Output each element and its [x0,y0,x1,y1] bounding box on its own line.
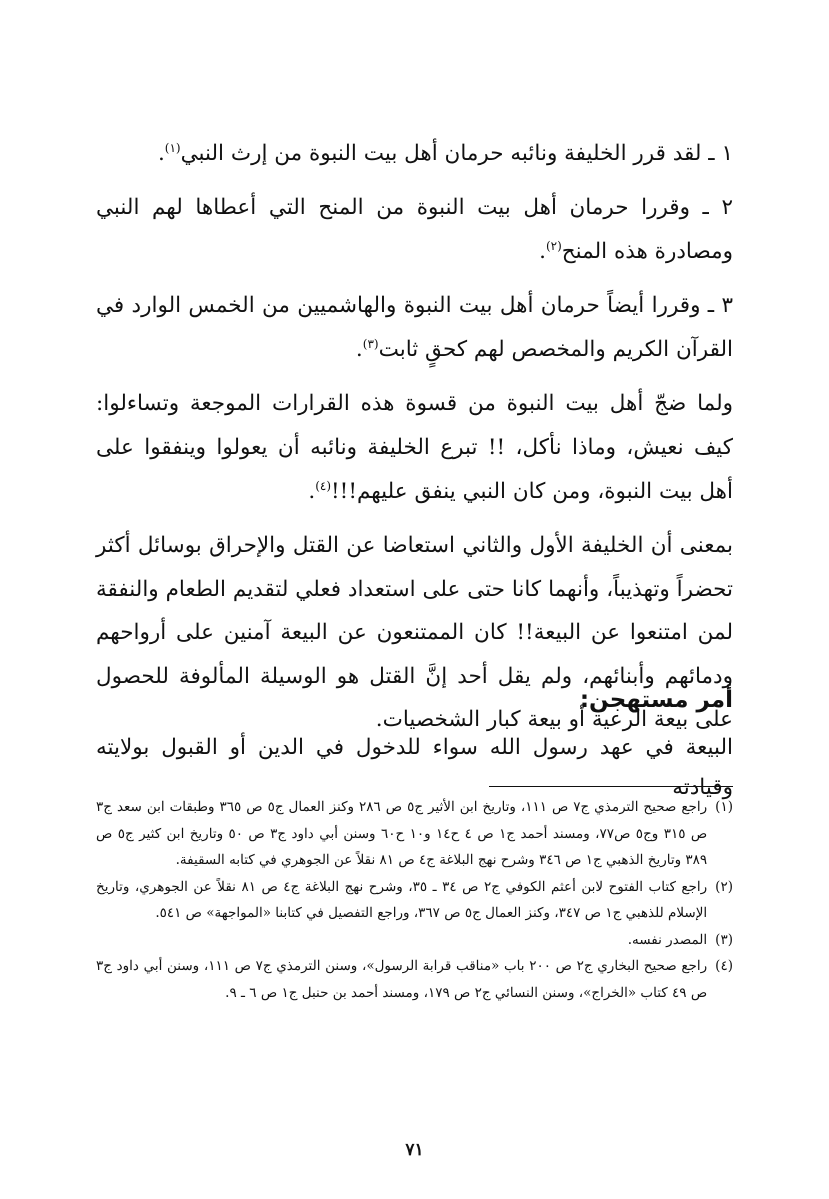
footnote-2 [96,874,733,927]
footnote-number: (٢) [715,878,733,895]
main-text [96,132,733,752]
paragraph-1: ١ ـ لقد قرر الخليفة ونائبه حرمان أهل بيت النبوة من إرث النبي$^{(١)}$. [157,140,733,166]
footnote-ref-1: (١) [164,140,181,155]
footnote-text: راجع صحيح الترمذي ج٧ ص ١١١، وتاريخ ابن الأثير ج٥ ص ٢٨٦ وكنز العمال ج٥ ص ٣٦٥ وطبقات ابن سعد ج٣ ص ٣١٥ وج٥ ص٧٧، ومسند أحمد ج١ ص ٤ ح١٤ و١٠ ح٦٠ وسنن أبي داود ج٣ ص ٥٠ وتاريخ ابن كثير ج٥ ص ٣٨٩ وتاريخ الذهبي ج١ ص ٣٤٦ وشرح نهج البلاغة ج٤ ص ٨١ نقلاً عن الجوهري في كتابه السقيفة. [96,799,708,868]
page-number: ٧١ [405,1140,424,1160]
section-heading: أمر مستهجن: [579,687,733,713]
footnote-1 [96,794,733,874]
footnote-number: (٣) [715,931,733,948]
paragraph-6: البيعة في عهد رسول الله سواء للدخول في الدين أو القبول بولايته وقيادته [96,735,733,800]
footnote-number: (١) [715,799,733,815]
footnote-4 [96,953,733,1006]
paragraph-4: ولما ضجّ أهل بيت النبوة من قسوة هذه القرارات الموجعة وتساءلوا: كيف نعيش، وماذا نأكل، !! تبرع الخليفة ونائبه أن يعولوا وينفقوا على أهل بيت النبوة، ومن كان النبي ينفق عليهم!!!$^{(٤)}$. [96,391,733,504]
footnote-number: (٤) [715,958,733,974]
footnote-ref-4: (٤) [315,478,332,493]
paragraph-5: بمعنى أن الخليفة الأول والثاني استعاضا عن القتل والإحراق بوسائل أكثر تحضراً وتهذيباً، وأنهما كانا حتى على استعداد فعلي لتقديم الطعام والنفقة لمن امتنعوا عن البيعة!! كان الممتنعون عن البيعة آمنين على أرواحهم ودمائهم وأبنائهم، ولم يقل أحد إنَّ القتل هو الوسيلة المألوفة للحصول على بيعة الرعية أو بيعة كبار الشخصيات. [96,533,733,732]
paragraph-2: ٢ ـ وقررا حرمان أهل بيت النبوة من المنح التي أعطاها لهم النبي ومصادرة هذه المنح$^{(٢)}$. [96,195,733,264]
footnote-divider [489,786,733,787]
footnote-3 [96,927,733,954]
paragraph-3: ٣ ـ وقررا أيضاً حرمان أهل بيت النبوة والهاشميين من الخمس الوارد في القرآن الكريم والمخصص لهم كحقٍ ثابت$^{(٣)}$. [96,293,733,362]
footnote-ref-3: (٣) [362,336,379,351]
footnote-ref-2: (٢) [545,238,562,253]
footnotes [96,794,733,1006]
footnote-text: راجع صحيح البخاري ج٢ ص ٢٠٠ باب «مناقب قرابة الرسول»، وسنن الترمذي ج٧ ص ١١١، وسنن أبي داود ج٣ ص ٤٩ كتاب «الخراج»، وسنن النسائي ج٢ ص ١٧٩، ومسند أحمد بن حنبل ج١ ص ٦ ـ ٩. [96,958,708,1001]
footnote-text: راجع كتاب الفتوح لابن أعثم الكوفي ج٢ ص ٣٤ ـ ٣٥، وشرح نهج البلاغة ج٤ ص ٨١ نقلاً عن الجوهري، وتاريخ الإسلام للذهبي ج١ ص ٣٤٧، وكنز العمال ج٥ ص ٣٦٧، وراجع التفصيل في كتابنا «المواجهة» ص ٥٤١. [96,878,708,921]
footnote-text: المصدر نفسه. [627,931,708,948]
